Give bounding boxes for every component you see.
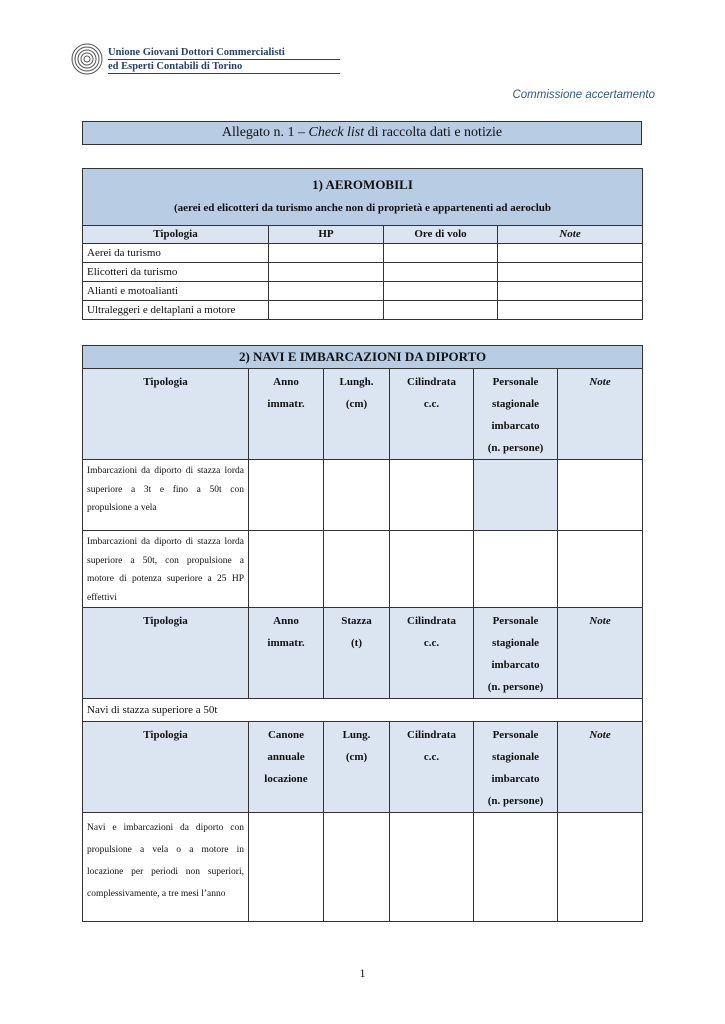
note-cell[interactable] [498,301,643,320]
organization-logo [68,40,285,82]
column-header: Stazza (t) [324,608,390,699]
note-cell[interactable] [498,282,643,301]
logo-text-line2: ed Esperti Contabili di Torino [108,61,243,72]
hp-cell[interactable] [269,282,384,301]
section1-column-headers [83,226,643,244]
column-header: Canone annuale locazione [249,722,324,813]
table-row [83,244,643,263]
table-row [83,301,643,320]
row-label: Navi e imbarcazioni da diporto con propulsione a vela o a motore in locazione per periodi non superiori, complessivamente, a tre mesi l’anno [83,813,249,922]
column-header: Lungh. (cm) [324,369,390,460]
data-cell[interactable] [558,813,643,922]
data-cell[interactable] [474,460,558,531]
row-label: Navi di stazza superiore a 50t [83,699,643,722]
aeromobili-table [82,168,643,320]
page-number: 1 [359,966,366,980]
row-label: Imbarcazioni da diporto di stazza lorda superiore a 50t, con propulsione a motore di potenza superiore a 25 HP effettivi [83,531,249,608]
hp-cell[interactable] [269,301,384,320]
table-row [83,263,643,282]
row-label: Elicotteri da turismo [83,263,269,282]
data-cell[interactable] [474,531,558,608]
table-row [83,531,643,608]
column-header: Cilindrata c.c. [390,608,474,699]
column-header: Anno immatr. [249,369,324,460]
column-header: Personale stagionale imbarcato (n. persone) [474,369,558,460]
row-label: Alianti e motoalianti [83,282,269,301]
column-header: Cilindrata c.c. [390,369,474,460]
column-header: HP [269,226,384,244]
block1-column-headers [83,369,643,460]
hours-cell[interactable] [384,244,498,263]
hp-cell[interactable] [269,244,384,263]
header-commission-label: Commissione accertamento [512,89,655,101]
section2-heading: 2) NAVI E IMBARCAZIONI DA DIPORTO [83,346,643,369]
row-label: Aerei da turismo [83,244,269,263]
table-row [83,699,643,722]
row-label: Imbarcazioni da diporto di stazza lorda superiore a 3t e fino a 50t con propulsione a vela [83,460,249,531]
column-header: Tipologia [83,608,249,699]
column-header: Note [558,722,643,813]
block3-column-headers [83,722,643,813]
data-cell[interactable] [558,531,643,608]
note-cell[interactable] [498,263,643,282]
column-header: Note [558,608,643,699]
column-header: Tipologia [83,369,249,460]
title-prefix: Allegato n. 1 – [221,125,309,140]
column-header: Lung. (cm) [324,722,390,813]
data-cell[interactable] [324,460,390,531]
hp-cell[interactable] [269,263,384,282]
title-suffix: di raccolta dati e notizie [364,125,503,140]
table-row [83,282,643,301]
column-header: Personale stagionale imbarcato (n. persone) [474,608,558,699]
hours-cell[interactable] [384,301,498,320]
navi-imbarcazioni-table [82,345,643,922]
data-cell[interactable] [324,813,390,922]
data-cell[interactable] [390,460,474,531]
column-header: Ore di volo [384,226,498,244]
note-cell[interactable] [498,244,643,263]
row-label: Ultraleggeri e deltaplani a motore [83,301,269,320]
data-cell[interactable] [324,531,390,608]
data-cell[interactable] [249,531,324,608]
column-header: Personale stagionale imbarcato (n. persone) [474,722,558,813]
fingerprint-logo-icon [70,42,104,76]
hours-cell[interactable] [384,263,498,282]
table-row [83,460,643,531]
data-cell[interactable] [390,813,474,922]
logo-text-line1: Unione Giovani Dottori Commercialisti [108,47,285,58]
title-italic: Check list [308,125,365,140]
document-title [82,121,642,145]
data-cell[interactable] [474,813,558,922]
column-header: Note [558,369,643,460]
column-header: Tipologia [83,722,249,813]
section1-heading: 1) AEROMOBILI [312,177,413,192]
data-cell[interactable] [390,531,474,608]
logo-divider [108,59,340,60]
data-cell[interactable] [558,460,643,531]
column-header: Note [498,226,643,244]
column-header: Tipologia [83,226,269,244]
column-header: Anno immatr. [249,608,324,699]
column-header: Cilindrata c.c. [390,722,474,813]
section1-subheading: (aerei ed elicotteri da turismo anche non di proprietà e appartenenti ad aeroclub [174,202,552,214]
section1-header [83,169,643,226]
block2-column-headers [83,608,643,699]
logo-divider-bottom [108,73,340,74]
data-cell[interactable] [249,813,324,922]
data-cell[interactable] [249,460,324,531]
hours-cell[interactable] [384,282,498,301]
table-row [83,813,643,922]
